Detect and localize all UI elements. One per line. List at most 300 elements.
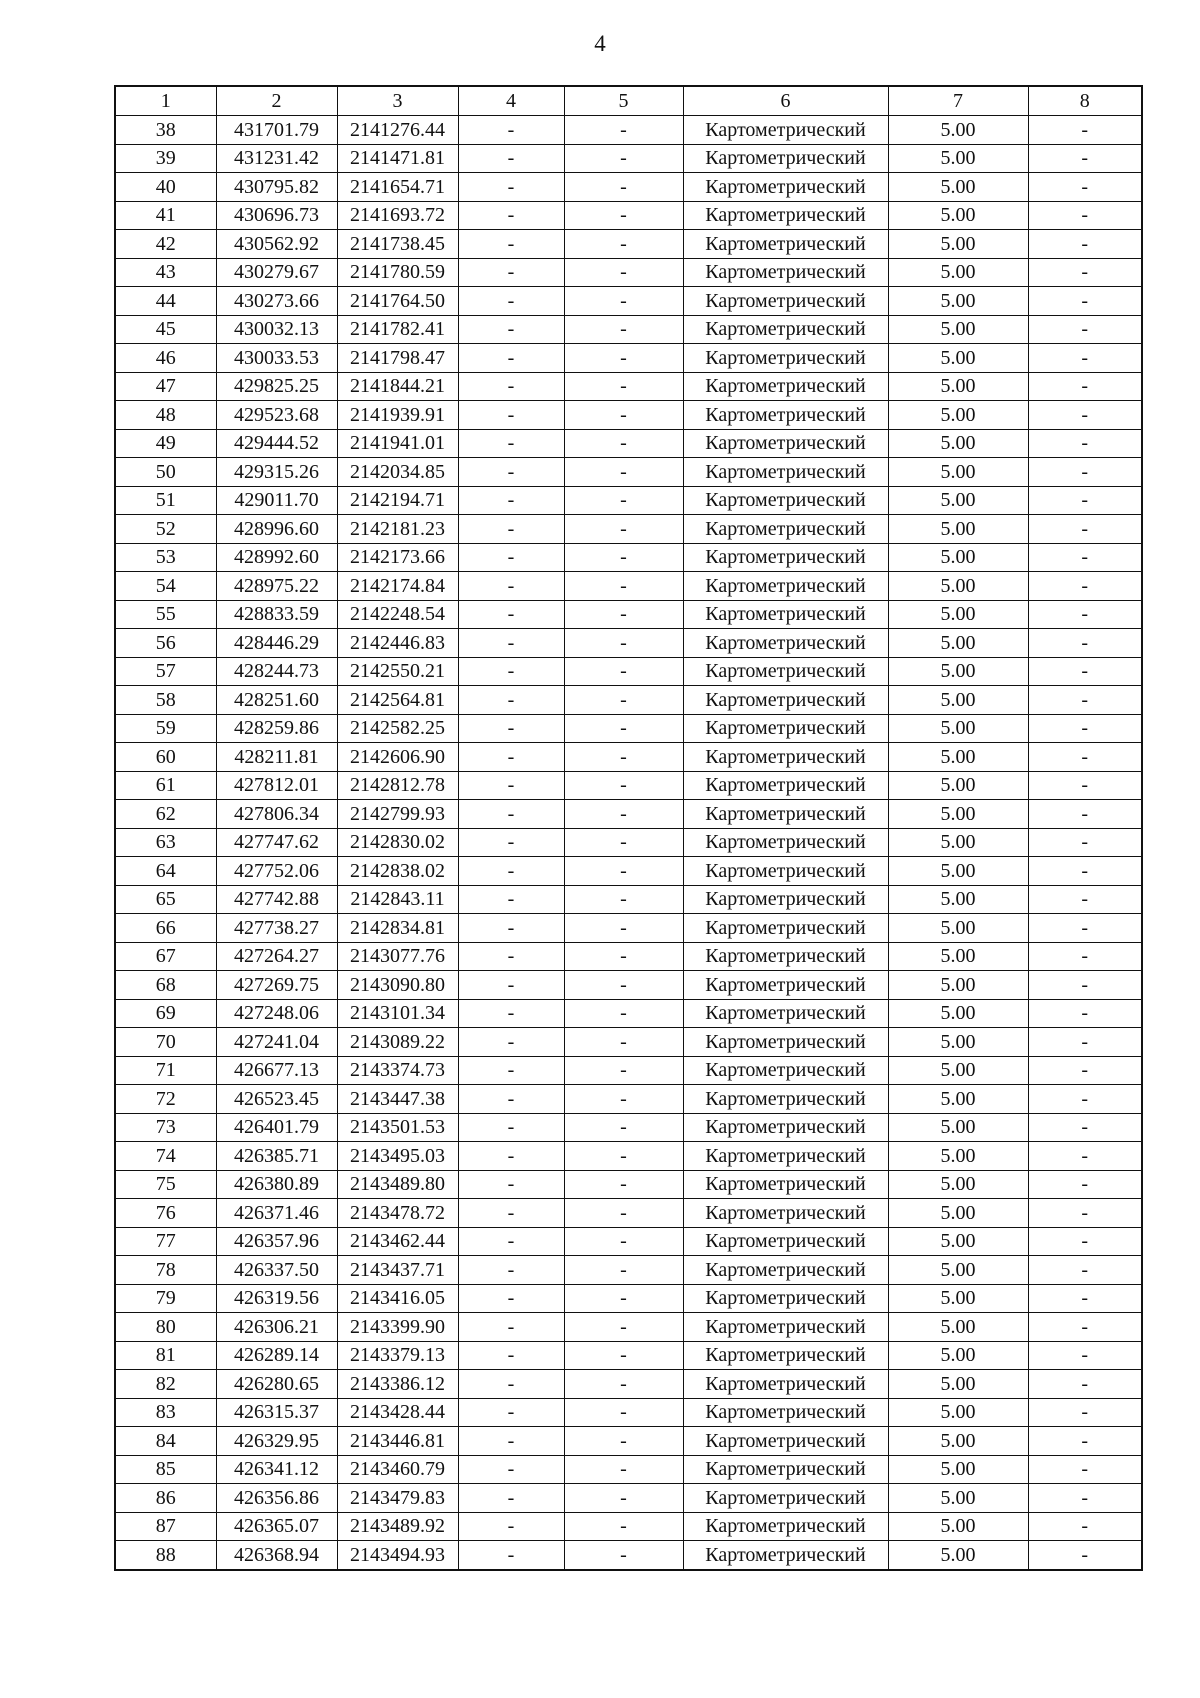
- table-row: [115, 401, 1142, 430]
- x-coordinate-cell: 427241.04: [216, 1028, 337, 1057]
- method-cell: Картометрический: [683, 942, 888, 971]
- y-coordinate-cell: 2143494.93: [337, 1541, 458, 1570]
- column-5-cell: -: [564, 1398, 683, 1427]
- method-cell: Картометрический: [683, 1512, 888, 1541]
- column-4-cell: -: [458, 771, 564, 800]
- column-8-cell: -: [1028, 144, 1142, 173]
- column-4-cell: -: [458, 1484, 564, 1513]
- column-5-cell: -: [564, 543, 683, 572]
- x-coordinate-cell: 430696.73: [216, 201, 337, 230]
- column-5-cell: -: [564, 144, 683, 173]
- table-row: [115, 1341, 1142, 1370]
- point-number-cell: 80: [115, 1313, 216, 1342]
- column-8-cell: -: [1028, 458, 1142, 487]
- accuracy-cell: 5.00: [888, 1056, 1028, 1085]
- column-8-cell: -: [1028, 942, 1142, 971]
- column-8-cell: -: [1028, 1341, 1142, 1370]
- accuracy-cell: 5.00: [888, 1028, 1028, 1057]
- y-coordinate-cell: 2143077.76: [337, 942, 458, 971]
- method-cell: Картометрический: [683, 401, 888, 430]
- point-number-cell: 46: [115, 344, 216, 373]
- accuracy-cell: 5.00: [888, 458, 1028, 487]
- x-coordinate-cell: 427738.27: [216, 914, 337, 943]
- method-cell: Картометрический: [683, 1199, 888, 1228]
- y-coordinate-cell: 2143437.71: [337, 1256, 458, 1285]
- point-number-cell: 49: [115, 429, 216, 458]
- column-4-cell: -: [458, 1370, 564, 1399]
- accuracy-cell: 5.00: [888, 1341, 1028, 1370]
- accuracy-cell: 5.00: [888, 1170, 1028, 1199]
- column-5-cell: -: [564, 600, 683, 629]
- x-coordinate-cell: 428251.60: [216, 686, 337, 715]
- method-cell: Картометрический: [683, 800, 888, 829]
- x-coordinate-cell: 430032.13: [216, 315, 337, 344]
- column-5-cell: -: [564, 1056, 683, 1085]
- table-row: [115, 429, 1142, 458]
- table-row: [115, 800, 1142, 829]
- table-row: [115, 657, 1142, 686]
- y-coordinate-cell: 2141939.91: [337, 401, 458, 430]
- table-row: [115, 686, 1142, 715]
- point-number-cell: 42: [115, 230, 216, 259]
- column-5-cell: -: [564, 1142, 683, 1171]
- column-5-cell: -: [564, 458, 683, 487]
- column-8-cell: -: [1028, 1028, 1142, 1057]
- method-cell: Картометрический: [683, 287, 888, 316]
- column-4-cell: -: [458, 942, 564, 971]
- method-cell: Картометрический: [683, 258, 888, 287]
- column-8-cell: -: [1028, 1455, 1142, 1484]
- column-4-cell: -: [458, 1170, 564, 1199]
- column-4-cell: -: [458, 144, 564, 173]
- accuracy-cell: 5.00: [888, 486, 1028, 515]
- point-number-cell: 60: [115, 743, 216, 772]
- table-row: [115, 1370, 1142, 1399]
- method-cell: Картометрический: [683, 486, 888, 515]
- column-4-cell: -: [458, 458, 564, 487]
- column-8-cell: -: [1028, 543, 1142, 572]
- column-8-cell: -: [1028, 344, 1142, 373]
- column-4-cell: -: [458, 1142, 564, 1171]
- column-8-cell: -: [1028, 1085, 1142, 1114]
- accuracy-cell: 5.00: [888, 258, 1028, 287]
- table-row: [115, 287, 1142, 316]
- column-5-cell: -: [564, 657, 683, 686]
- point-number-cell: 70: [115, 1028, 216, 1057]
- column-5-cell: -: [564, 1484, 683, 1513]
- column-8-cell: -: [1028, 1484, 1142, 1513]
- column-8-cell: -: [1028, 857, 1142, 886]
- column-8-cell: -: [1028, 714, 1142, 743]
- accuracy-cell: 5.00: [888, 429, 1028, 458]
- x-coordinate-cell: 426306.21: [216, 1313, 337, 1342]
- y-coordinate-cell: 2141654.71: [337, 173, 458, 202]
- column-5-cell: -: [564, 1284, 683, 1313]
- column-8-cell: -: [1028, 1541, 1142, 1570]
- column-8-cell: -: [1028, 287, 1142, 316]
- accuracy-cell: 5.00: [888, 572, 1028, 601]
- coordinates-table: [114, 85, 1143, 1571]
- accuracy-cell: 5.00: [888, 287, 1028, 316]
- accuracy-cell: 5.00: [888, 800, 1028, 829]
- y-coordinate-cell: 2141941.01: [337, 429, 458, 458]
- column-4-cell: -: [458, 857, 564, 886]
- y-coordinate-cell: 2142799.93: [337, 800, 458, 829]
- y-coordinate-cell: 2142446.83: [337, 629, 458, 658]
- accuracy-cell: 5.00: [888, 1541, 1028, 1570]
- column-8-cell: -: [1028, 600, 1142, 629]
- column-5-cell: -: [564, 1199, 683, 1228]
- table-row: [115, 857, 1142, 886]
- accuracy-cell: 5.00: [888, 629, 1028, 658]
- method-cell: Картометрический: [683, 971, 888, 1000]
- point-number-cell: 78: [115, 1256, 216, 1285]
- y-coordinate-cell: 2143478.72: [337, 1199, 458, 1228]
- accuracy-cell: 5.00: [888, 743, 1028, 772]
- method-cell: Картометрический: [683, 144, 888, 173]
- point-number-cell: 59: [115, 714, 216, 743]
- x-coordinate-cell: 426341.12: [216, 1455, 337, 1484]
- y-coordinate-cell: 2142812.78: [337, 771, 458, 800]
- point-number-cell: 39: [115, 144, 216, 173]
- column-4-cell: -: [458, 800, 564, 829]
- column-5-cell: -: [564, 1113, 683, 1142]
- y-coordinate-cell: 2143101.34: [337, 999, 458, 1028]
- y-coordinate-cell: 2142550.21: [337, 657, 458, 686]
- column-8-cell: -: [1028, 1313, 1142, 1342]
- column-5-cell: -: [564, 315, 683, 344]
- column-4-cell: -: [458, 999, 564, 1028]
- method-cell: Картометрический: [683, 543, 888, 572]
- x-coordinate-cell: 426356.86: [216, 1484, 337, 1513]
- y-coordinate-cell: 2142843.11: [337, 885, 458, 914]
- column-8-cell: -: [1028, 828, 1142, 857]
- y-coordinate-cell: 2142174.84: [337, 572, 458, 601]
- column-8-cell: -: [1028, 743, 1142, 772]
- column-8-cell: -: [1028, 885, 1142, 914]
- y-coordinate-cell: 2143495.03: [337, 1142, 458, 1171]
- method-cell: Картометрический: [683, 1370, 888, 1399]
- table-row: [115, 1113, 1142, 1142]
- accuracy-cell: 5.00: [888, 1512, 1028, 1541]
- accuracy-cell: 5.00: [888, 372, 1028, 401]
- column-8-cell: -: [1028, 515, 1142, 544]
- x-coordinate-cell: 429444.52: [216, 429, 337, 458]
- y-coordinate-cell: 2143379.13: [337, 1341, 458, 1370]
- column-5-cell: -: [564, 486, 683, 515]
- method-cell: Картометрический: [683, 230, 888, 259]
- column-4-cell: -: [458, 486, 564, 515]
- column-4-cell: -: [458, 116, 564, 145]
- method-cell: Картометрический: [683, 1313, 888, 1342]
- x-coordinate-cell: 426523.45: [216, 1085, 337, 1114]
- x-coordinate-cell: 426280.65: [216, 1370, 337, 1399]
- method-cell: Картометрический: [683, 857, 888, 886]
- column-5-cell: -: [564, 1085, 683, 1114]
- column-8-cell: -: [1028, 1056, 1142, 1085]
- column-5-cell: -: [564, 1227, 683, 1256]
- x-coordinate-cell: 426368.94: [216, 1541, 337, 1570]
- point-number-cell: 79: [115, 1284, 216, 1313]
- table-body: [115, 116, 1142, 1570]
- column-5-cell: -: [564, 1256, 683, 1285]
- x-coordinate-cell: 427264.27: [216, 942, 337, 971]
- method-cell: Картометрический: [683, 828, 888, 857]
- point-number-cell: 56: [115, 629, 216, 658]
- y-coordinate-cell: 2142834.81: [337, 914, 458, 943]
- x-coordinate-cell: 426337.50: [216, 1256, 337, 1285]
- column-4-cell: -: [458, 828, 564, 857]
- table-row: [115, 1056, 1142, 1085]
- column-header-5: 5: [564, 86, 683, 116]
- x-coordinate-cell: 430279.67: [216, 258, 337, 287]
- y-coordinate-cell: 2143428.44: [337, 1398, 458, 1427]
- column-header-1: 1: [115, 86, 216, 116]
- column-5-cell: -: [564, 971, 683, 1000]
- y-coordinate-cell: 2141782.41: [337, 315, 458, 344]
- method-cell: Картометрический: [683, 1085, 888, 1114]
- accuracy-cell: 5.00: [888, 1113, 1028, 1142]
- x-coordinate-cell: 428211.81: [216, 743, 337, 772]
- accuracy-cell: 5.00: [888, 1227, 1028, 1256]
- point-number-cell: 66: [115, 914, 216, 943]
- column-8-cell: -: [1028, 401, 1142, 430]
- point-number-cell: 41: [115, 201, 216, 230]
- column-8-cell: -: [1028, 1284, 1142, 1313]
- method-cell: Картометрический: [683, 315, 888, 344]
- column-5-cell: -: [564, 743, 683, 772]
- column-5-cell: -: [564, 914, 683, 943]
- accuracy-cell: 5.00: [888, 657, 1028, 686]
- column-4-cell: -: [458, 1398, 564, 1427]
- accuracy-cell: 5.00: [888, 173, 1028, 202]
- accuracy-cell: 5.00: [888, 1199, 1028, 1228]
- point-number-cell: 45: [115, 315, 216, 344]
- y-coordinate-cell: 2141764.50: [337, 287, 458, 316]
- method-cell: Картометрический: [683, 372, 888, 401]
- column-4-cell: -: [458, 543, 564, 572]
- method-cell: Картометрический: [683, 885, 888, 914]
- accuracy-cell: 5.00: [888, 1284, 1028, 1313]
- column-8-cell: -: [1028, 686, 1142, 715]
- point-number-cell: 57: [115, 657, 216, 686]
- method-cell: Картометрический: [683, 714, 888, 743]
- column-5-cell: -: [564, 344, 683, 373]
- method-cell: Картометрический: [683, 771, 888, 800]
- table-row: [115, 1427, 1142, 1456]
- table-row: [115, 258, 1142, 287]
- column-header-6: 6: [683, 86, 888, 116]
- column-4-cell: -: [458, 971, 564, 1000]
- x-coordinate-cell: 427742.88: [216, 885, 337, 914]
- column-5-cell: -: [564, 1028, 683, 1057]
- column-header-8: 8: [1028, 86, 1142, 116]
- accuracy-cell: 5.00: [888, 1370, 1028, 1399]
- accuracy-cell: 5.00: [888, 914, 1028, 943]
- column-5-cell: -: [564, 828, 683, 857]
- x-coordinate-cell: 426380.89: [216, 1170, 337, 1199]
- point-number-cell: 83: [115, 1398, 216, 1427]
- column-4-cell: -: [458, 629, 564, 658]
- x-coordinate-cell: 430562.92: [216, 230, 337, 259]
- y-coordinate-cell: 2143489.80: [337, 1170, 458, 1199]
- table-row: [115, 1512, 1142, 1541]
- accuracy-cell: 5.00: [888, 315, 1028, 344]
- point-number-cell: 63: [115, 828, 216, 857]
- column-8-cell: -: [1028, 230, 1142, 259]
- x-coordinate-cell: 426289.14: [216, 1341, 337, 1370]
- column-8-cell: -: [1028, 173, 1142, 202]
- table-row: [115, 743, 1142, 772]
- method-cell: Картометрический: [683, 657, 888, 686]
- x-coordinate-cell: 426319.56: [216, 1284, 337, 1313]
- point-number-cell: 47: [115, 372, 216, 401]
- column-header-2: 2: [216, 86, 337, 116]
- method-cell: Картометрический: [683, 173, 888, 202]
- column-8-cell: -: [1028, 116, 1142, 145]
- accuracy-cell: 5.00: [888, 1427, 1028, 1456]
- column-header-4: 4: [458, 86, 564, 116]
- method-cell: Картометрический: [683, 344, 888, 373]
- x-coordinate-cell: 428446.29: [216, 629, 337, 658]
- accuracy-cell: 5.00: [888, 686, 1028, 715]
- table-row: [115, 486, 1142, 515]
- table-row: [115, 971, 1142, 1000]
- column-5-cell: -: [564, 116, 683, 145]
- x-coordinate-cell: 428975.22: [216, 572, 337, 601]
- x-coordinate-cell: 426365.07: [216, 1512, 337, 1541]
- column-8-cell: -: [1028, 771, 1142, 800]
- column-8-cell: -: [1028, 999, 1142, 1028]
- accuracy-cell: 5.00: [888, 1398, 1028, 1427]
- point-number-cell: 51: [115, 486, 216, 515]
- method-cell: Картометрический: [683, 743, 888, 772]
- column-8-cell: -: [1028, 1113, 1142, 1142]
- accuracy-cell: 5.00: [888, 857, 1028, 886]
- table-row: [115, 1541, 1142, 1570]
- y-coordinate-cell: 2143462.44: [337, 1227, 458, 1256]
- method-cell: Картометрический: [683, 1056, 888, 1085]
- point-number-cell: 85: [115, 1455, 216, 1484]
- point-number-cell: 50: [115, 458, 216, 487]
- column-5-cell: -: [564, 885, 683, 914]
- point-number-cell: 38: [115, 116, 216, 145]
- y-coordinate-cell: 2142034.85: [337, 458, 458, 487]
- table-row: [115, 372, 1142, 401]
- point-number-cell: 54: [115, 572, 216, 601]
- y-coordinate-cell: 2141471.81: [337, 144, 458, 173]
- column-4-cell: -: [458, 743, 564, 772]
- x-coordinate-cell: 428996.60: [216, 515, 337, 544]
- y-coordinate-cell: 2143479.83: [337, 1484, 458, 1513]
- column-4-cell: -: [458, 657, 564, 686]
- page-number: 4: [594, 31, 606, 56]
- y-coordinate-cell: 2142564.81: [337, 686, 458, 715]
- x-coordinate-cell: 431701.79: [216, 116, 337, 145]
- accuracy-cell: 5.00: [888, 828, 1028, 857]
- column-5-cell: -: [564, 999, 683, 1028]
- column-4-cell: -: [458, 1028, 564, 1057]
- accuracy-cell: 5.00: [888, 344, 1028, 373]
- accuracy-cell: 5.00: [888, 1142, 1028, 1171]
- method-cell: Картометрический: [683, 999, 888, 1028]
- y-coordinate-cell: 2143489.92: [337, 1512, 458, 1541]
- y-coordinate-cell: 2143447.38: [337, 1085, 458, 1114]
- x-coordinate-cell: 429011.70: [216, 486, 337, 515]
- method-cell: Картометрический: [683, 458, 888, 487]
- x-coordinate-cell: 427806.34: [216, 800, 337, 829]
- table-row: [115, 771, 1142, 800]
- y-coordinate-cell: 2143399.90: [337, 1313, 458, 1342]
- accuracy-cell: 5.00: [888, 230, 1028, 259]
- x-coordinate-cell: 429825.25: [216, 372, 337, 401]
- point-number-cell: 84: [115, 1427, 216, 1456]
- y-coordinate-cell: 2142194.71: [337, 486, 458, 515]
- point-number-cell: 81: [115, 1341, 216, 1370]
- table-row: [115, 914, 1142, 943]
- table-row: [115, 885, 1142, 914]
- table-row: [115, 1085, 1142, 1114]
- table-row: [115, 1170, 1142, 1199]
- accuracy-cell: 5.00: [888, 971, 1028, 1000]
- column-header-3: 3: [337, 86, 458, 116]
- column-5-cell: -: [564, 401, 683, 430]
- point-number-cell: 72: [115, 1085, 216, 1114]
- table-header-row: [115, 86, 1142, 116]
- point-number-cell: 48: [115, 401, 216, 430]
- column-4-cell: -: [458, 429, 564, 458]
- column-4-cell: -: [458, 1541, 564, 1570]
- accuracy-cell: 5.00: [888, 116, 1028, 145]
- x-coordinate-cell: 426401.79: [216, 1113, 337, 1142]
- column-8-cell: -: [1028, 1398, 1142, 1427]
- table-row: [115, 828, 1142, 857]
- column-header-7: 7: [888, 86, 1028, 116]
- point-number-cell: 67: [115, 942, 216, 971]
- accuracy-cell: 5.00: [888, 401, 1028, 430]
- column-4-cell: -: [458, 1341, 564, 1370]
- column-8-cell: -: [1028, 1427, 1142, 1456]
- column-5-cell: -: [564, 429, 683, 458]
- column-5-cell: -: [564, 572, 683, 601]
- method-cell: Картометрический: [683, 1341, 888, 1370]
- table-row: [115, 999, 1142, 1028]
- table-row: [115, 1313, 1142, 1342]
- x-coordinate-cell: 426329.95: [216, 1427, 337, 1456]
- column-4-cell: -: [458, 686, 564, 715]
- table-row: [115, 1484, 1142, 1513]
- column-8-cell: -: [1028, 1199, 1142, 1228]
- column-8-cell: -: [1028, 1170, 1142, 1199]
- point-number-cell: 75: [115, 1170, 216, 1199]
- column-4-cell: -: [458, 344, 564, 373]
- column-8-cell: -: [1028, 1142, 1142, 1171]
- y-coordinate-cell: 2142181.23: [337, 515, 458, 544]
- table-row: [115, 230, 1142, 259]
- point-number-cell: 40: [115, 173, 216, 202]
- column-4-cell: -: [458, 401, 564, 430]
- method-cell: Картометрический: [683, 429, 888, 458]
- column-5-cell: -: [564, 771, 683, 800]
- column-4-cell: -: [458, 315, 564, 344]
- column-5-cell: -: [564, 1370, 683, 1399]
- method-cell: Картометрический: [683, 1113, 888, 1142]
- x-coordinate-cell: 426677.13: [216, 1056, 337, 1085]
- point-number-cell: 87: [115, 1512, 216, 1541]
- x-coordinate-cell: 427269.75: [216, 971, 337, 1000]
- point-number-cell: 77: [115, 1227, 216, 1256]
- x-coordinate-cell: 426385.71: [216, 1142, 337, 1171]
